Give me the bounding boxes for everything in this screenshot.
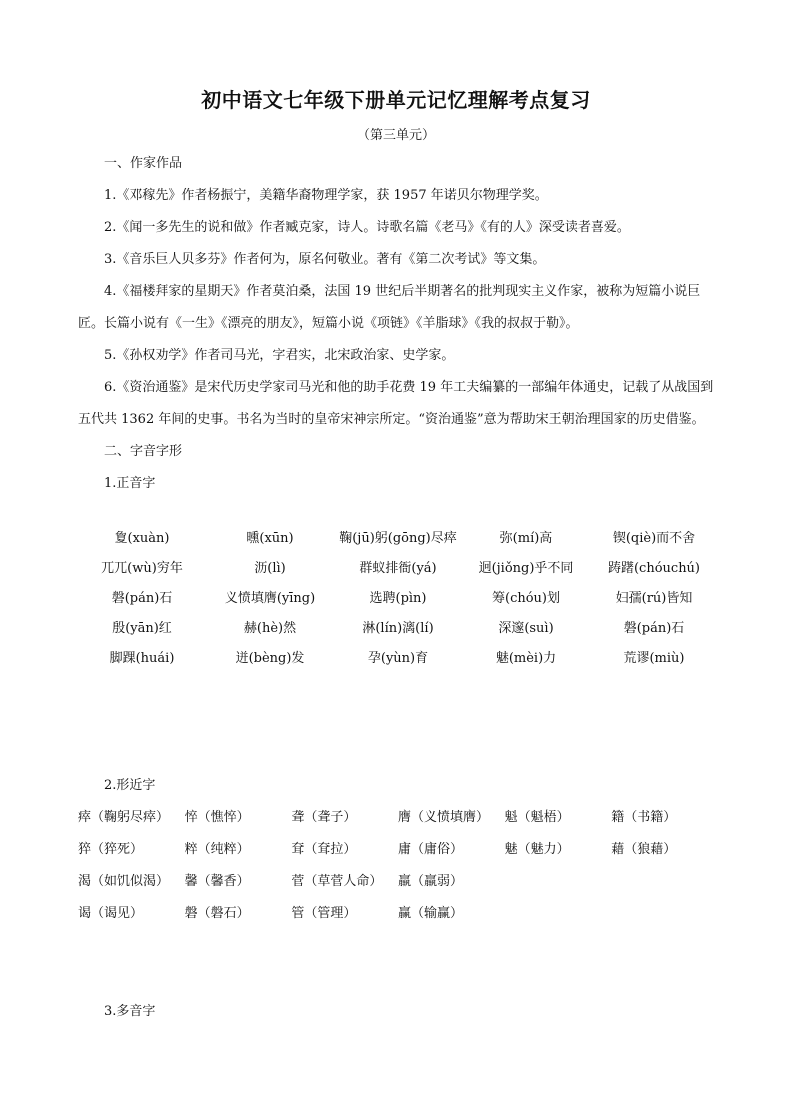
table-cell: 踌躇(chóuchú) [607,561,701,576]
list-item: 2.《闻一多先生的说和做》作者臧克家，诗人。诗歌名篇《老马》《有的人》深受读者喜爱。 [104,220,630,235]
subsection-heading: 1.正音字 [104,476,156,491]
table-row [78,584,718,614]
table-row [78,802,718,834]
table-cell: 群蚁排衙(yá) [359,561,437,576]
table-cell: 迸(bèng)发 [235,651,305,666]
section-heading: 一、作家作品 [104,156,183,171]
subsection-polyphonic [78,996,718,1028]
table-cell: 弥(mí)高 [499,531,553,546]
subsection-heading: 2.形近字 [104,778,156,793]
table-row [78,614,718,644]
table-row [78,644,718,674]
pronunciation-table [78,524,718,674]
table-cell: 耷（耷拉） [291,842,357,857]
section-writers [78,148,718,500]
table-cell: 悴（憔悴） [184,810,250,825]
table-cell: 猝（猝死） [78,842,144,857]
table-cell: 磐(pán)石 [623,621,685,636]
table-cell: 粹（纯粹） [184,842,250,857]
table-cell: 渴（如饥似渴） [78,874,170,889]
table-cell: 殷(yān)红 [112,621,172,636]
table-row [78,524,718,554]
table-cell: 淋(lín)漓(lí) [362,621,434,636]
table-cell: 谒（谒见） [78,906,144,921]
list-item: 1.《邓稼先》作者杨振宁，美籍华裔物理学家，获 1957 年诺贝尔物理学奖。 [104,188,548,203]
table-cell: 羸（羸弱） [397,874,463,889]
table-cell: 庸（庸俗） [397,842,463,857]
table-cell: 夐(xuàn) [114,531,170,546]
table-cell: 菅（草菅人命） [291,874,383,889]
list-item: 6.《资治通鉴》是宋代历史学家司马光和他的助手花费 19 年工夫编纂的一部编年体通史，记载了从战国到五代共 1362 年间的史事。书名为当时的皇帝宋神宗所定。“资治通鉴”意为帮助宋王朝治理国家的历史借鉴。 [78,380,714,427]
table-cell: 荒谬(miù) [623,651,685,666]
table-cell [505,866,612,898]
list-item: 5.《孙权劝学》作者司马光，字君实，北宋政治家、史学家。 [104,348,455,363]
table-cell: 聋（聋子） [291,810,357,825]
table-cell: 磐（磐石） [184,906,250,921]
table-cell: 馨（馨香） [184,874,250,889]
table-cell: 籍（书籍） [611,810,677,825]
table-cell: 赢（输赢） [397,906,463,921]
table-cell: 选聘(pìn) [369,591,427,606]
section-heading: 二、字音字形 [104,444,183,459]
table-cell: 孕(yùn)育 [367,651,429,666]
table-cell: 藉（狼藉） [611,842,677,857]
table-cell: 义愤填膺(yīng) [224,591,316,606]
table-cell: 管（管理） [291,906,357,921]
table-cell: 深邃(suì) [498,621,554,636]
page-subtitle: （第三单元） [356,128,435,143]
subsection-similar [78,770,718,802]
table-cell: 赫(hè)然 [243,621,297,636]
table-cell: 瘁（鞠躬尽瘁） [78,810,170,825]
table-cell: 膺（义愤填膺） [397,810,489,825]
table-cell: 魁（魁梧） [504,810,570,825]
table-cell [611,898,718,930]
table-cell: 沥(lì) [254,561,286,576]
table-cell: 磐(pán)石 [111,591,173,606]
table-cell: 曛(xūn) [246,531,294,546]
table-cell: 鞠(jū)躬(gōng)尽瘁 [339,531,457,546]
page-title: 初中语文七年级下册单元记忆理解考点复习 [201,88,591,112]
table-row [78,554,718,584]
table-row [78,834,718,866]
list-item: 3.《音乐巨人贝多芬》作者何为，原名何敬业。著有《第二次考试》等文集。 [104,252,546,267]
table-cell: 迥(jiǒng)乎不同 [478,561,574,576]
table-cell: 魅（魅力） [504,842,570,857]
similar-characters-table [78,802,718,930]
subsection-heading: 3.多音字 [104,1004,156,1019]
table-row [78,898,718,930]
table-row [78,866,718,898]
table-cell: 筹(chóu)划 [492,591,560,606]
table-cell: 兀兀(wù)穷年 [101,561,183,576]
table-cell: 妇孺(rú)皆知 [615,591,693,606]
table-cell: 魅(mèi)力 [495,651,557,666]
table-cell [505,898,612,930]
table-cell: 锲(qiè)而不舍 [612,531,696,546]
table-cell: 脚踝(huái) [109,651,175,666]
list-item: 4.《福楼拜家的星期天》作者莫泊桑，法国 19 世纪后半期著名的批判现实主义作家，被称为短篇小说巨匠。长篇小说有《一生》《漂亮的朋友》，短篇小说《项链》《羊脂球》《我的叔叔于勒》。 [78,284,701,331]
table-cell [611,866,718,898]
